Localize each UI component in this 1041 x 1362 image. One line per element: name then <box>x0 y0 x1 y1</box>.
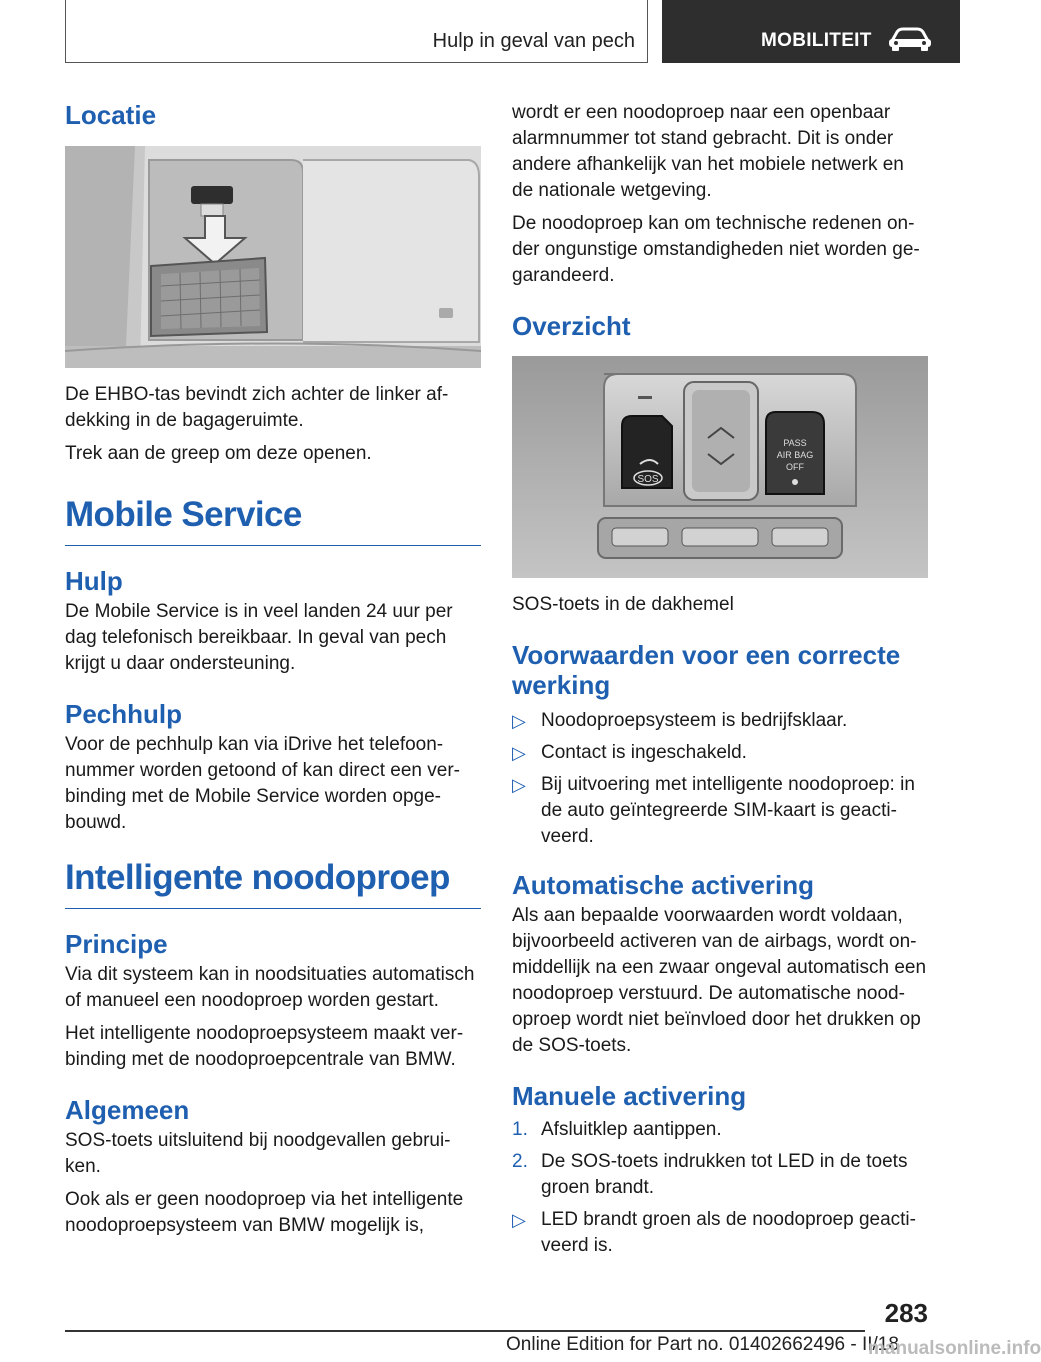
pechhulp-text: Voor de pechhulp kan via iDrive het telefoon-nummer worden getoond of kan direct een ver-binding met de Mobile Service worden opge-bouwd. <box>65 734 460 833</box>
voorwaarden-list <box>512 708 928 850</box>
list-item: 2. De SOS-toets indrukken tot LED in de toets groen brandt. <box>512 1151 908 1198</box>
heading-overzicht: Overzicht <box>512 311 631 341</box>
heading-mobile-service: Mobile Service <box>65 495 481 546</box>
triangle-bullet-icon: ▷ <box>512 775 526 795</box>
hulp-text: De Mobile Service is in veel landen 24 uur per dag telefonisch bereikbaar. In geval van pech krijgt u daar ondersteuning. <box>65 601 453 674</box>
left-column <box>65 100 481 1239</box>
heading-intelligente-noodoproep: Intelligente noodoproep <box>65 858 481 909</box>
list-item: ▷ LED brandt groen als de noodoproep geacti-veerd is. <box>512 1209 916 1256</box>
triangle-bullet-icon: ▷ <box>512 1210 526 1230</box>
header-section-box <box>662 0 960 63</box>
airbag-label: AIR BAG <box>776 450 814 460</box>
heading-principe: Principe <box>65 929 168 959</box>
principe-text-1: Via dit systeem kan in noodsituaties automatisch of manueel een noodoproep worden gestart. <box>65 964 475 1011</box>
step-number: 2. <box>512 1151 528 1172</box>
watermark: manualsonline.info <box>868 1338 1041 1359</box>
heading-voorwaarden: Voorwaarden voor een correcte werking <box>512 640 901 700</box>
triangle-bullet-icon: ▷ <box>512 743 526 763</box>
section-label: MOBILITEIT <box>761 30 872 51</box>
trunk-photo <box>65 146 481 368</box>
heading-locatie: Locatie <box>65 100 157 130</box>
heading-algemeen: Algemeen <box>65 1095 190 1125</box>
list-item: ▷ Noodoproepsysteem is bedrijfsklaar. <box>512 708 928 734</box>
algemeen-text-1: SOS-toets uitsluitend bij noodgevallen gebrui-ken. <box>65 1130 451 1177</box>
continued-text-1: wordt er een noodoproep naar een openbaar alarmnummer tot stand gebracht. Dit is onder andere afhankelijk van het mobiele netwerk en de nationale wetgeving. <box>512 102 904 201</box>
page-number: 283 <box>884 1298 928 1328</box>
car-icon <box>887 27 933 51</box>
automatische-text: Als aan bepaalde voorwaarden wordt voldaan, bijvoorbeeld activeren van de airbags, wordt on-middellijk na een zwaar ongeval automatisch een noodoproep verstuurd. De automatische nood-oproep wordt niet beïnvloed door het drukken op de SOS-toets. <box>512 905 927 1056</box>
list-item: 1. Afsluitklep aantippen. <box>512 1117 928 1143</box>
pass-label: PASS <box>783 438 807 448</box>
algemeen-text-2: Ook als er geen noodoproep via het intelligente noodoproepsysteem van BMW mogelijk is, <box>65 1189 464 1236</box>
list-item: ▷ Bij uitvoering met intelligente noodoproep: in de auto geïntegreerde SIM-kaart is geacti-veerd. <box>512 774 915 847</box>
principe-text-2: Het intelligente noodoproepsysteem maakt ver-binding met de noodoproepcentrale van BMW. <box>65 1023 464 1070</box>
right-column <box>512 100 928 1259</box>
continued-text-2: De noodoproep kan om technische redenen on-der ongunstige omstandigheden niet worden ge-garandeerd. <box>512 213 920 286</box>
triangle-bullet-icon: ▷ <box>512 711 526 731</box>
footer-edition: Online Edition for Part no. 01402662496 - II/18 <box>506 1334 899 1355</box>
footer-divider <box>65 1330 865 1332</box>
overzicht-caption: SOS-toets in de dakhemel <box>512 594 734 615</box>
off-label: OFF <box>786 462 804 472</box>
step-number: 1. <box>512 1119 528 1140</box>
sos-panel-photo <box>512 356 928 578</box>
heading-automatische-activering: Automatische activering <box>512 870 814 900</box>
sos-label: SOS <box>637 474 659 485</box>
list-item: ▷ Contact is ingeschakeld. <box>512 740 928 766</box>
chapter-title: Hulp in geval van pech <box>432 30 635 52</box>
heading-hulp: Hulp <box>65 566 123 596</box>
heading-manuele-activering: Manuele activering <box>512 1081 747 1111</box>
header-chapter-box <box>65 0 648 63</box>
heading-pechhulp: Pechhulp <box>65 699 183 729</box>
locatie-text-1: De EHBO-tas bevindt zich achter de linker af-dekking in de bagageruimte. <box>65 384 449 431</box>
locatie-text-2: Trek aan de greep om deze openen. <box>65 443 372 464</box>
manueel-steps <box>512 1117 928 1259</box>
